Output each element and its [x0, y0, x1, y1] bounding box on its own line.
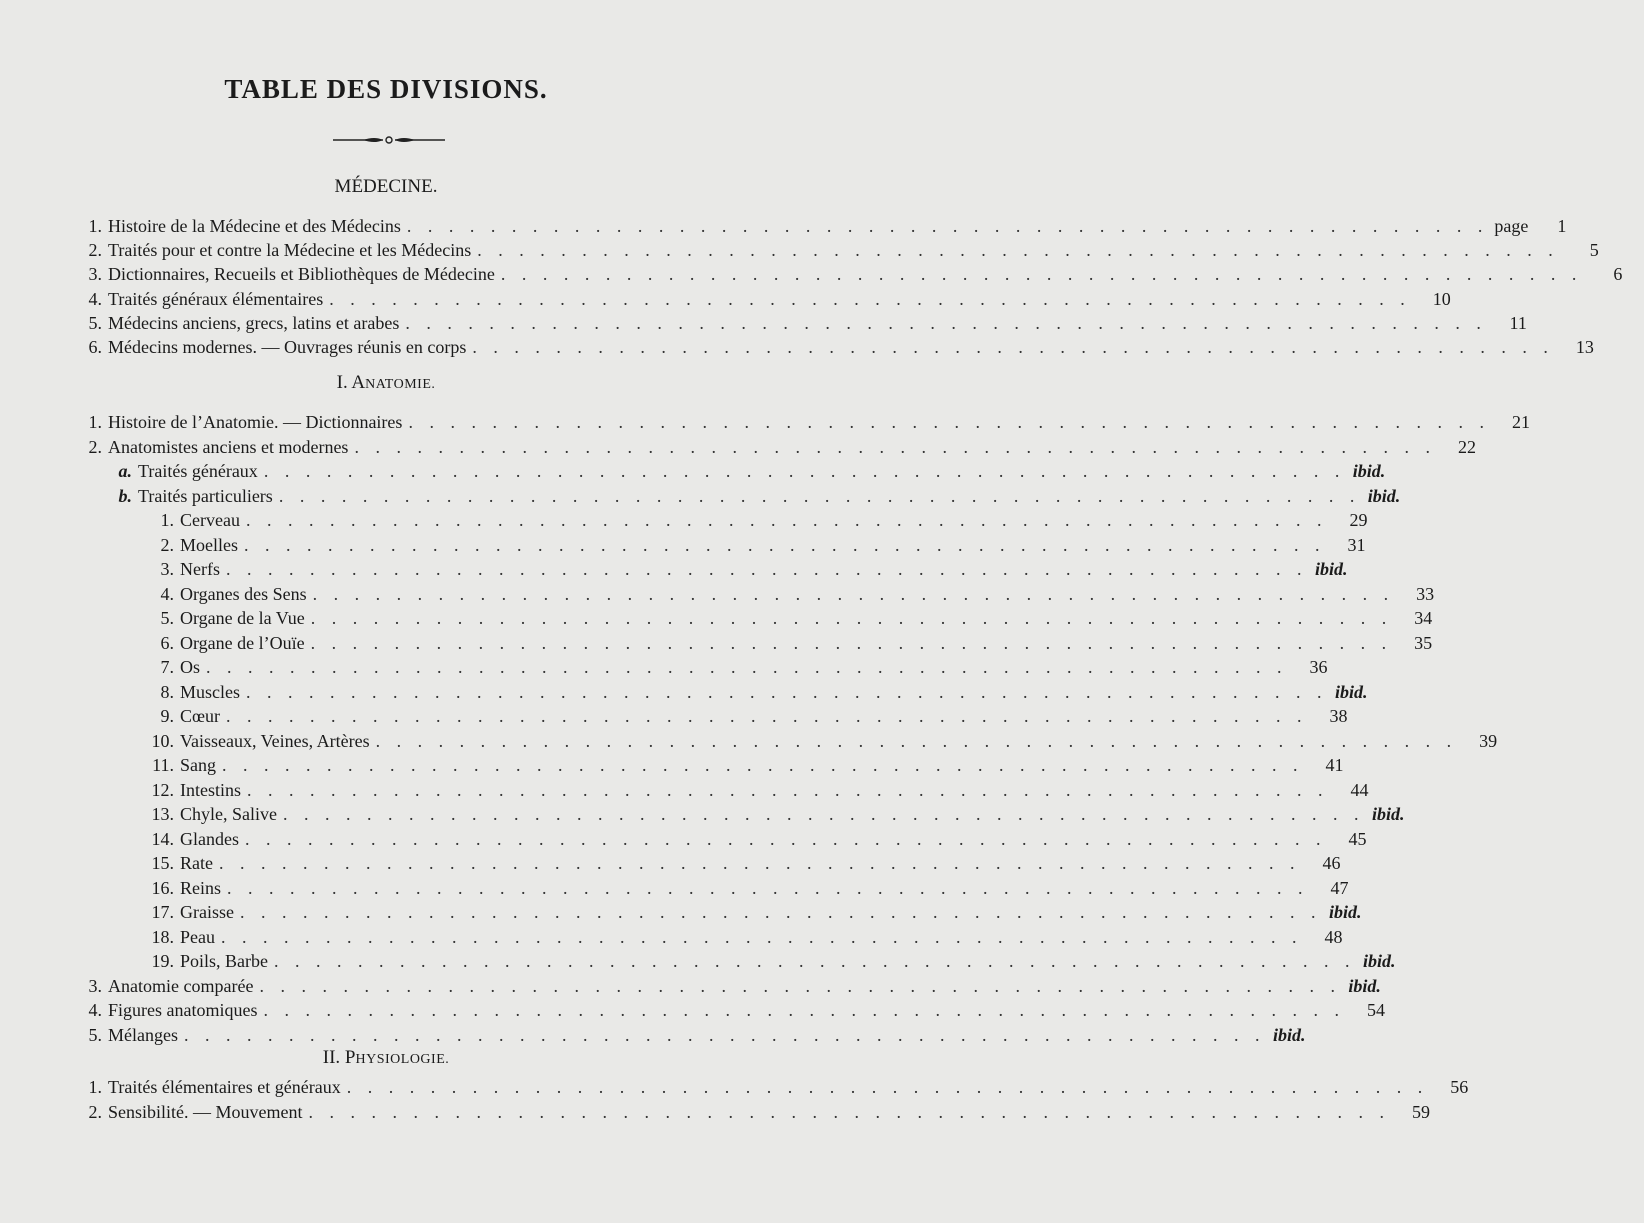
page-number: 44 [1350, 779, 1369, 800]
dot-leader: . . . . . . . . . . . . . . . . . . . . . . . . . . . . . . . . . . . . . . . . . . . . . . . . . . . . [245, 510, 1328, 530]
entry-label: Graisse [180, 902, 234, 922]
entry-number: 5. [160, 608, 174, 628]
page-number: 31 [1347, 534, 1366, 555]
toc-entry [0, 335, 1594, 359]
toc-entry [0, 508, 1368, 532]
toc-entry [0, 876, 1349, 900]
dot-leader: . . . . . . . . . . . . . . . . . . . . . . . . . . . . . . . . . . . . . . . . . . . . . . . . . . . . [312, 583, 1395, 604]
toc-entry [0, 998, 1385, 1022]
dot-leader: . . . . . . . . . . . . . . . . . . . . . . . . . . . . . . . . . . . . . . . . . . . . . . . . . . . . [405, 312, 1487, 333]
dot-leader: . . . . . . . . . . . . . . . . . . . . . . . . . . . . . . . . . . . . . . . . . . . . . . . . . . . . [221, 926, 1303, 947]
dot-leader: . . . . . . . . . . . . . . . . . . . . . . . . . . . . . . . . . . . . . . . . . . . . . . . . . . . . [263, 1000, 1345, 1020]
entry-label: Traités pour et contre la Médecine et les Médecins [108, 240, 472, 261]
entry-number: 8. [160, 681, 174, 702]
toc-entry [0, 778, 1369, 802]
entry-label: Histoire de l’Anatomie. — Dictionnaires [108, 412, 403, 432]
toc-entry [0, 974, 1381, 998]
entry-label: Organe de l’Ouïe [180, 632, 305, 653]
dot-leader: . . . . . . . . . . . . . . . . . . . . . . . . . . . . . . . . . . . . . . . . . . . . . . . . . . . . [375, 730, 1458, 751]
dot-leader: . . . . . . . . . . . . . . . . . . . . . . . . . . . . . . . . . . . . . . . . . . . . . . . . . . . . [206, 657, 1288, 677]
dot-leader: . . . . . . . . . . . . . . . . . . . . . . . . . . . . . . . . . . . . . . . . . . . . . . . . . . . . [278, 485, 1361, 506]
page-number: 38 [1329, 706, 1348, 726]
entry-number: 1. [160, 510, 174, 530]
page-number: 5 [1589, 240, 1599, 261]
page-number: 21 [1511, 412, 1530, 432]
entry-label: Mélanges [108, 1024, 178, 1045]
entry-label: Traités élémentaires et généraux [108, 1077, 341, 1097]
dot-leader: . . . . . . . . . . . . . . . . . . . . . . . . . . . . . . . . . . . . . . . . . . . . . . . . . . . . [225, 559, 1308, 579]
page-number: ibid. [1328, 902, 1362, 922]
entry-number: 2. [88, 436, 102, 457]
page-number: ibid. [1272, 1024, 1306, 1045]
dot-leader: . . . . . . . . . . . . . . . . . . . . . . . . . . . . . . . . . . . . . . . . . . . . . . . . . . . . [406, 216, 1489, 236]
toc-entry [0, 459, 1386, 483]
entry-number: 18. [151, 926, 174, 947]
section-heading-medecine: MÉDECINE. [334, 176, 438, 197]
toc-entry [0, 925, 1343, 949]
entry-label: Dictionnaires, Recueils et Bibliothèques de Médecine [108, 264, 495, 285]
toc-entry [0, 631, 1433, 655]
entry-number: 1. [88, 412, 102, 432]
entry-number: 4. [160, 583, 174, 604]
entry-number: b. [118, 485, 132, 506]
page-number: 59 [1411, 1102, 1430, 1122]
entry-number: 4. [88, 288, 102, 309]
toc-entry [0, 851, 1341, 875]
toc-entry [0, 311, 1527, 335]
dot-leader: . . . . . . . . . . . . . . . . . . . . . . . . . . . . . . . . . . . . . . . . . . . . . . . . . . . . [183, 1024, 1266, 1045]
dot-leader: . . . . . . . . . . . . . . . . . . . . . . . . . . . . . . . . . . . . . . . . . . . . . . . . . . . . [346, 1077, 1429, 1097]
page-number: 6 [1613, 264, 1623, 285]
page-number: ibid. [1362, 951, 1396, 971]
toc-entry [0, 680, 1368, 704]
dot-leader: . . . . . . . . . . . . . . . . . . . . . . . . . . . . . . . . . . . . . . . . . . . . . . . . . . . . [500, 264, 1583, 285]
page-number: 13 [1575, 337, 1594, 357]
dot-leader: . . . . . . . . . . . . . . . . . . . . . . . . . . . . . . . . . . . . . . . . . . . . . . . . . . . . [219, 853, 1301, 873]
page-number: 29 [1349, 510, 1368, 530]
entry-number: 5. [88, 1024, 102, 1045]
entry-number: 12. [151, 779, 174, 800]
section-heading-physiologie: II. PHYSIOLOGIE. [322, 1047, 450, 1068]
entry-label: Traités généraux élémentaires [108, 288, 324, 309]
entry-label: Peau [180, 926, 215, 947]
entry-number: 3. [88, 975, 102, 996]
entry-label: Intestins [180, 779, 241, 800]
entry-number: 7. [160, 657, 174, 677]
dot-leader: . . . . . . . . . . . . . . . . . . . . . . . . . . . . . . . . . . . . . . . . . . . . . . . . . . . . [329, 288, 1411, 309]
entry-label: Reins [180, 877, 222, 898]
entry-label: Vaisseaux, Veines, Artères [180, 730, 370, 751]
dot-leader: . . . . . . . . . . . . . . . . . . . . . . . . . . . . . . . . . . . . . . . . . . . . . . . . . . . . [310, 632, 1393, 653]
entry-number: 3. [160, 559, 174, 579]
entry-label: Organes des Sens [180, 583, 307, 604]
dot-leader: . . . . . . . . . . . . . . . . . . . . . . . . . . . . . . . . . . . . . . . . . . . . . . . . . . . . [244, 534, 1326, 555]
page-number: 54 [1366, 1000, 1385, 1020]
dot-leader: . . . . . . . . . . . . . . . . . . . . . . . . . . . . . . . . . . . . . . . . . . . . . . . . . . . . [226, 706, 1308, 726]
entry-label: Traités particuliers [138, 485, 273, 506]
dot-leader: . . . . . . . . . . . . . . . . . . . . . . . . . . . . . . . . . . . . . . . . . . . . . . . . . . . . [354, 436, 1436, 457]
dot-leader: . . . . . . . . . . . . . . . . . . . . . . . . . . . . . . . . . . . . . . . . . . . . . . . . . . . . [308, 1102, 1390, 1122]
entry-label: Sensibilité. — Mouvement [108, 1102, 303, 1122]
toc-entry [0, 655, 1328, 679]
dot-leader: . . . . . . . . . . . . . . . . . . . . . . . . . . . . . . . . . . . . . . . . . . . . . . . . . . . . [246, 681, 1328, 702]
dot-leader: . . . . . . . . . . . . . . . . . . . . . . . . . . . . . . . . . . . . . . . . . . . . . . . . . . . . [259, 975, 1341, 996]
entry-number: 14. [151, 828, 174, 849]
toc-entry [0, 900, 1362, 924]
entry-number: 11. [152, 755, 174, 775]
entry-label: Poils, Barbe [180, 951, 268, 971]
entry-number: 1. [88, 216, 102, 236]
toc-entry [0, 1100, 1430, 1124]
toc-entry [0, 802, 1405, 826]
entry-number: 1. [88, 1077, 102, 1097]
entry-number: 10. [151, 730, 174, 751]
entry-label: Muscles [180, 681, 240, 702]
entry-label: Cerveau [180, 510, 240, 530]
entry-label: Cœur [180, 706, 220, 726]
entry-number: 2. [88, 1102, 102, 1122]
entry-number: 19. [151, 951, 174, 971]
page-number: 46 [1322, 853, 1341, 873]
toc-entry [0, 1075, 1469, 1099]
page-number: 33 [1416, 583, 1435, 604]
toc-entry [0, 262, 1623, 286]
entry-label: Rate [180, 853, 213, 873]
dot-leader: . . . . . . . . . . . . . . . . . . . . . . . . . . . . . . . . . . . . . . . . . . . . . . . . . . . . [227, 877, 1309, 898]
entry-label: Chyle, Salive [180, 804, 277, 824]
toc-entry [0, 557, 1348, 581]
dot-leader: . . . . . . . . . . . . . . . . . . . . . . . . . . . . . . . . . . . . . . . . . . . . . . . . . . . . [263, 461, 1346, 481]
toc-entry [0, 753, 1344, 777]
entry-label: Anatomistes anciens et modernes [108, 436, 349, 457]
toc-entry [0, 827, 1367, 851]
dot-leader: . . . . . . . . . . . . . . . . . . . . . . . . . . . . . . . . . . . . . . . . . . . . . . . . . . . . [239, 902, 1322, 922]
page-number: 39 [1479, 730, 1498, 751]
page-number: 35 [1414, 632, 1433, 653]
page-number: 22 [1457, 436, 1476, 457]
toc-entry [0, 238, 1599, 262]
toc-entry [0, 287, 1451, 311]
entry-label: Figures anatomiques [108, 1000, 258, 1020]
entry-number: 2. [88, 240, 102, 261]
dot-leader: . . . . . . . . . . . . . . . . . . . . . . . . . . . . . . . . . . . . . . . . . . . . . . . . . . . . [408, 412, 1490, 432]
toc-entry [0, 484, 1401, 508]
page-number: 36 [1309, 657, 1328, 677]
page-number: ibid. [1334, 681, 1368, 702]
page-number: ibid. [1371, 804, 1405, 824]
section-heading-anatomie: I. ANATOMIE. [336, 372, 436, 393]
dot-leader: . . . . . . . . . . . . . . . . . . . . . . . . . . . . . . . . . . . . . . . . . . . . . . . . . . . . [472, 337, 1554, 357]
page-number: ibid. [1352, 461, 1386, 481]
entry-number: 6. [88, 337, 102, 357]
page-number: ibid. [1314, 559, 1348, 579]
page-number: ibid. [1348, 975, 1381, 996]
entry-number: 9. [160, 706, 174, 726]
page-number: 11 [1509, 312, 1527, 333]
entry-label: Médecins modernes. — Ouvrages réunis en corps [108, 337, 467, 357]
entry-label: Médecins anciens, grecs, latins et arabes [108, 312, 400, 333]
entry-number: 13. [151, 804, 174, 824]
entry-number: 15. [151, 853, 174, 873]
page-number: 47 [1330, 877, 1349, 898]
toc-entry [0, 949, 1396, 973]
entry-number: 17. [151, 902, 174, 922]
entry-label: Sang [180, 755, 216, 775]
dot-leader: . . . . . . . . . . . . . . . . . . . . . . . . . . . . . . . . . . . . . . . . . . . . . . . . . . . . [222, 755, 1304, 775]
entry-label: Nerfs [180, 559, 220, 579]
entry-number: 4. [88, 1000, 102, 1020]
entry-number: 2. [160, 534, 174, 555]
dot-leader: . . . . . . . . . . . . . . . . . . . . . . . . . . . . . . . . . . . . . . . . . . . . . . . . . . . . [283, 804, 1365, 824]
entry-label: Os [180, 657, 201, 677]
page-number: 10 [1432, 288, 1451, 309]
entry-label: Histoire de la Médecine et des Médecins [108, 216, 401, 236]
entry-label: Glandes [180, 828, 239, 849]
toc-entry [0, 533, 1366, 557]
toc-entry [0, 582, 1435, 606]
page-number: 34 [1414, 608, 1433, 628]
entry-number: 3. [88, 264, 102, 285]
toc-entry [0, 1023, 1306, 1047]
dot-leader: . . . . . . . . . . . . . . . . . . . . . . . . . . . . . . . . . . . . . . . . . . . . . . . . . . . . [247, 779, 1329, 800]
page-number: 48 [1324, 926, 1343, 947]
dot-leader: . . . . . . . . . . . . . . . . . . . . . . . . . . . . . . . . . . . . . . . . . . . . . . . . . . . . [244, 828, 1327, 849]
entry-label: Organe de la Vue [180, 608, 305, 628]
toc-entry [0, 729, 1498, 753]
entry-label: Moelles [180, 534, 238, 555]
page-number: 45 [1348, 828, 1367, 849]
page-title: TABLE DES DIVISIONS. [224, 74, 548, 104]
entry-number: 6. [160, 632, 174, 653]
page-number: 56 [1450, 1077, 1469, 1097]
dot-leader: . . . . . . . . . . . . . . . . . . . . . . . . . . . . . . . . . . . . . . . . . . . . . . . . . . . . [310, 608, 1393, 628]
toc-entry [0, 704, 1348, 728]
dot-leader: . . . . . . . . . . . . . . . . . . . . . . . . . . . . . . . . . . . . . . . . . . . . . . . . . . . . [274, 951, 1356, 971]
page-number: 1 [1557, 216, 1567, 236]
toc-entry [0, 214, 1567, 238]
entry-number: 5. [88, 312, 102, 333]
page-number: ibid. [1367, 485, 1401, 506]
toc-entry [0, 410, 1530, 434]
entry-number: 16. [151, 877, 174, 898]
toc-entry [0, 435, 1476, 459]
dot-leader: . . . . . . . . . . . . . . . . . . . . . . . . . . . . . . . . . . . . . . . . . . . . . . . . . . . . [477, 240, 1559, 261]
toc-entry [0, 606, 1433, 630]
page-number: 41 [1325, 755, 1344, 775]
entry-number: a. [118, 461, 132, 481]
entry-label: Anatomie comparée [108, 975, 254, 996]
page-prefix: page [1494, 216, 1529, 236]
entry-label: Traités généraux [138, 461, 258, 481]
ornament-rule [333, 133, 445, 147]
